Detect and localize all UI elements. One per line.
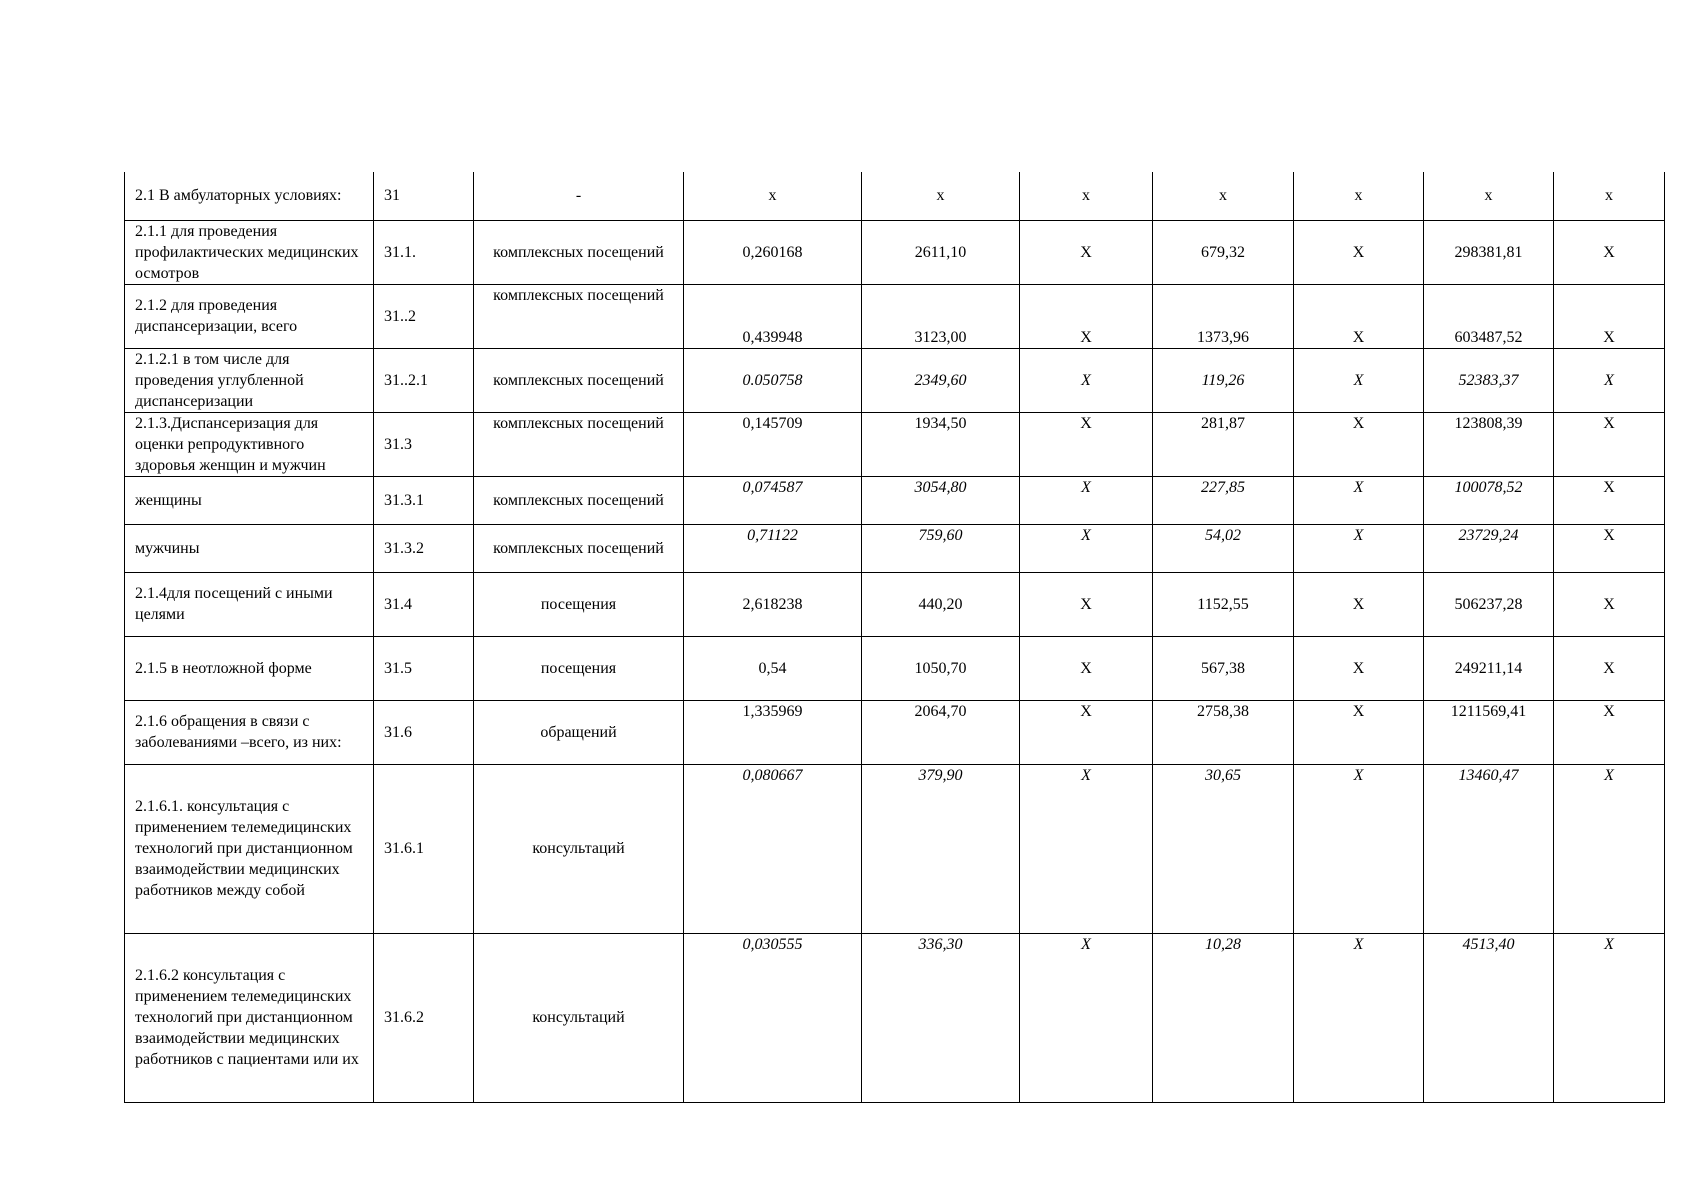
row-value-5: Х xyxy=(1294,412,1424,476)
row-name: мужчины xyxy=(125,524,374,572)
row-value-4: 281,87 xyxy=(1153,412,1294,476)
row-value-2: 2064,70 xyxy=(862,700,1020,764)
row-value-6: 249211,14 xyxy=(1424,636,1554,700)
row-value-5: Х xyxy=(1294,764,1424,933)
row-value-3: Х xyxy=(1020,524,1153,572)
row-value-2: х xyxy=(862,172,1020,220)
row-value-2: 3054,80 xyxy=(862,476,1020,524)
row-value-5: х xyxy=(1294,172,1424,220)
row-value-2: 440,20 xyxy=(862,572,1020,636)
row-code: 31.3 xyxy=(374,412,474,476)
row-value-1: 0,030555 xyxy=(684,933,862,1102)
row-value-6: 1211569,41 xyxy=(1424,700,1554,764)
row-code: 31.6 xyxy=(374,700,474,764)
row-value-5: Х xyxy=(1294,636,1424,700)
row-value-4: 567,38 xyxy=(1153,636,1294,700)
row-value-7: Х xyxy=(1554,348,1665,412)
row-name: 2.1 В амбулаторных условиях: xyxy=(125,172,374,220)
row-value-7: Х xyxy=(1554,220,1665,284)
table-row xyxy=(125,572,1665,636)
row-unit: посещения xyxy=(474,636,684,700)
row-value-5: Х xyxy=(1294,572,1424,636)
row-value-3: Х xyxy=(1020,348,1153,412)
row-value-5: Х xyxy=(1294,933,1424,1102)
row-name: 2.1.6 обращения в связи с заболеваниями –всего, из них: xyxy=(125,700,374,764)
row-value-3: Х xyxy=(1020,700,1153,764)
row-unit: консультаций xyxy=(474,764,684,933)
row-value-1: 0,71122 xyxy=(684,524,862,572)
row-code: 31.6.1 xyxy=(374,764,474,933)
row-value-2: 2611,10 xyxy=(862,220,1020,284)
row-value-5: Х xyxy=(1294,220,1424,284)
row-value-7: Х xyxy=(1554,764,1665,933)
row-value-7: Х xyxy=(1554,572,1665,636)
row-value-4: 2758,38 xyxy=(1153,700,1294,764)
row-value-4: 119,26 xyxy=(1153,348,1294,412)
row-value-3: Х xyxy=(1020,572,1153,636)
table-row xyxy=(125,636,1665,700)
row-value-5: Х xyxy=(1294,476,1424,524)
row-code: 31.4 xyxy=(374,572,474,636)
row-name: 2.1.6.2 консультация с применением телемедицинских технологий при дистанционном взаимодействии медицинских работников с пациентами или их xyxy=(125,933,374,1102)
row-name: 2.1.1 для проведения профилактических медицинских осмотров xyxy=(125,220,374,284)
row-value-2: 336,30 xyxy=(862,933,1020,1102)
row-name: 2.1.3.Диспансеризация для оценки репродуктивного здоровья женщин и мужчин xyxy=(125,412,374,476)
row-value-2: 3123,00 xyxy=(862,284,1020,348)
row-value-1: 0,54 xyxy=(684,636,862,700)
row-unit: комплексных посещений xyxy=(474,220,684,284)
row-value-4: 1152,55 xyxy=(1153,572,1294,636)
row-name: 2.1.6.1. консультация с применением телемедицинских технологий при дистанционном взаимодействии медицинских работников между собой xyxy=(125,764,374,933)
row-value-1: 0,074587 xyxy=(684,476,862,524)
row-name: 2.1.2 для проведения диспансеризации, всего xyxy=(125,284,374,348)
row-value-3: Х xyxy=(1020,933,1153,1102)
table-row xyxy=(125,284,1665,348)
row-value-2: 379,90 xyxy=(862,764,1020,933)
row-value-4: 227,85 xyxy=(1153,476,1294,524)
row-value-3: Х xyxy=(1020,220,1153,284)
row-value-1: 2,618238 xyxy=(684,572,862,636)
table-row xyxy=(125,764,1665,933)
row-value-6: 100078,52 xyxy=(1424,476,1554,524)
row-name: 2.1.5 в неотложной форме xyxy=(125,636,374,700)
row-value-1: 0,145709 xyxy=(684,412,862,476)
table-row xyxy=(125,933,1665,1102)
row-value-5: Х xyxy=(1294,700,1424,764)
row-value-4: х xyxy=(1153,172,1294,220)
table-row xyxy=(125,524,1665,572)
row-value-1: 0,439948 xyxy=(684,284,862,348)
row-unit: консультаций xyxy=(474,933,684,1102)
row-value-6: 123808,39 xyxy=(1424,412,1554,476)
row-unit: комплексных посещений xyxy=(474,524,684,572)
row-code: 31.1. xyxy=(374,220,474,284)
row-value-5: Х xyxy=(1294,284,1424,348)
row-value-7: Х xyxy=(1554,524,1665,572)
row-code: 31 xyxy=(374,172,474,220)
row-value-7: х xyxy=(1554,172,1665,220)
row-value-3: Х xyxy=(1020,636,1153,700)
table-row xyxy=(125,476,1665,524)
tariff-table xyxy=(124,172,1665,1103)
row-value-2: 1934,50 xyxy=(862,412,1020,476)
row-code: 31.3.2 xyxy=(374,524,474,572)
row-name: 2.1.2.1 в том числе для проведения углубленной диспансеризации xyxy=(125,348,374,412)
row-value-4: 10,28 xyxy=(1153,933,1294,1102)
row-value-4: 54,02 xyxy=(1153,524,1294,572)
table-row xyxy=(125,412,1665,476)
row-code: 31.3.1 xyxy=(374,476,474,524)
row-value-2: 2349,60 xyxy=(862,348,1020,412)
row-value-3: Х xyxy=(1020,764,1153,933)
row-unit: комплексных посещений xyxy=(474,348,684,412)
row-unit: комплексных посещений xyxy=(474,476,684,524)
table-row xyxy=(125,172,1665,220)
row-value-7: Х xyxy=(1554,700,1665,764)
row-value-6: 506237,28 xyxy=(1424,572,1554,636)
row-value-3: Х xyxy=(1020,284,1153,348)
row-value-6: 4513,40 xyxy=(1424,933,1554,1102)
row-value-6: 13460,47 xyxy=(1424,764,1554,933)
row-code: 31..2 xyxy=(374,284,474,348)
row-value-1: 1,335969 xyxy=(684,700,862,764)
row-code: 31.5 xyxy=(374,636,474,700)
row-unit: посещения xyxy=(474,572,684,636)
row-value-4: 679,32 xyxy=(1153,220,1294,284)
row-value-7: Х xyxy=(1554,284,1665,348)
row-value-7: Х xyxy=(1554,636,1665,700)
row-value-7: Х xyxy=(1554,476,1665,524)
row-value-6: х xyxy=(1424,172,1554,220)
row-unit: комплексных посещений xyxy=(474,412,684,476)
row-value-7: Х xyxy=(1554,933,1665,1102)
row-value-3: Х xyxy=(1020,412,1153,476)
row-value-1: 0,260168 xyxy=(684,220,862,284)
row-name: 2.1.4для посещений с иными целями xyxy=(125,572,374,636)
row-value-7: Х xyxy=(1554,412,1665,476)
row-value-4: 1373,96 xyxy=(1153,284,1294,348)
row-value-6: 52383,37 xyxy=(1424,348,1554,412)
row-value-2: 1050,70 xyxy=(862,636,1020,700)
row-unit: - xyxy=(474,172,684,220)
row-code: 31..2.1 xyxy=(374,348,474,412)
row-value-2: 759,60 xyxy=(862,524,1020,572)
row-value-1: 0,080667 xyxy=(684,764,862,933)
row-value-1: х xyxy=(684,172,862,220)
row-value-1: 0.050758 xyxy=(684,348,862,412)
table-row xyxy=(125,220,1665,284)
row-value-6: 23729,24 xyxy=(1424,524,1554,572)
row-value-4: 30,65 xyxy=(1153,764,1294,933)
row-unit: комплексных посещений xyxy=(474,284,684,348)
row-value-5: Х xyxy=(1294,524,1424,572)
row-value-6: 603487,52 xyxy=(1424,284,1554,348)
row-code: 31.6.2 xyxy=(374,933,474,1102)
row-value-3: Х xyxy=(1020,476,1153,524)
row-unit: обращений xyxy=(474,700,684,764)
table-row xyxy=(125,348,1665,412)
row-name: женщины xyxy=(125,476,374,524)
row-value-3: х xyxy=(1020,172,1153,220)
row-value-5: Х xyxy=(1294,348,1424,412)
table-row xyxy=(125,700,1665,764)
row-value-6: 298381,81 xyxy=(1424,220,1554,284)
